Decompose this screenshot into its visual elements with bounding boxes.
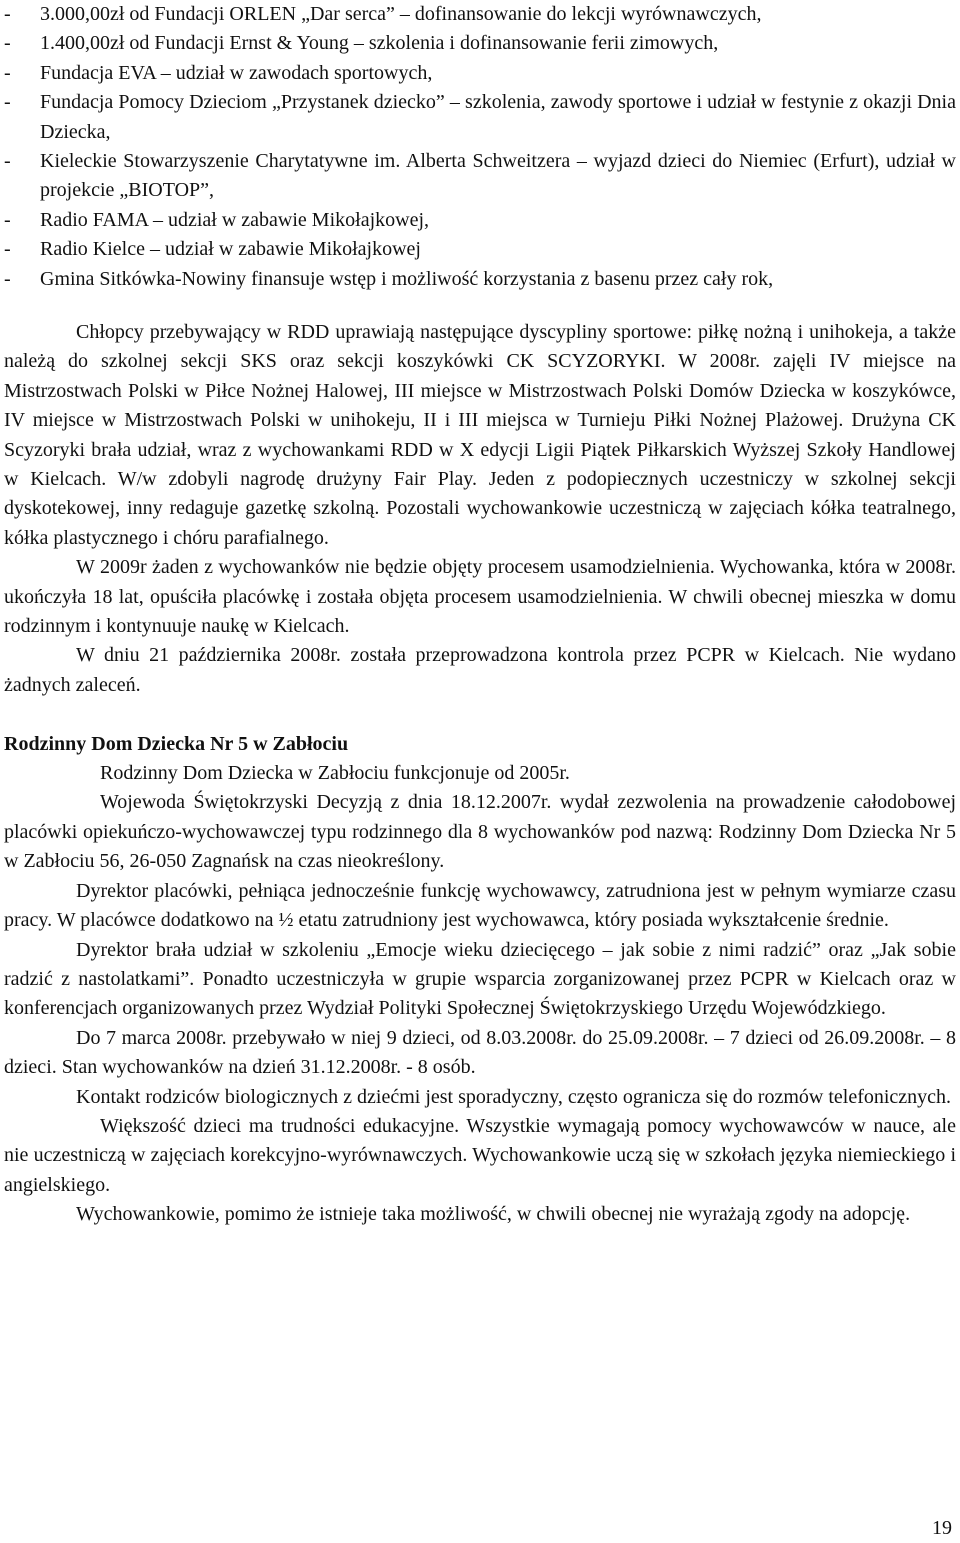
list-item: - Kieleckie Stowarzyszenie Charytatywne im. Alberta Schweitzera – wyjazd dzieci do Niemiec (Erfurt), udział w projekcie „BIOTOP”,: [4, 147, 956, 206]
list-bullet: -: [4, 267, 11, 290]
list-bullet: -: [4, 32, 11, 55]
list-bullet: -: [4, 208, 11, 231]
list-item: - 1.400,00zł od Fundacji Ernst & Young – szkolenia i dofinansowanie ferii zimowych,: [4, 29, 956, 58]
list-item: - Gmina Sitkówka-Nowiny finansuje wstęp i możliwość korzystania z basenu przez cały rok,: [4, 265, 956, 294]
list-item: - Radio FAMA – udział w zabawie Mikołajkowej,: [4, 206, 956, 235]
list-item: - Radio Kielce – udział w zabawie Mikołajkowej: [4, 235, 956, 264]
list-item: - Fundacja EVA – udział w zawodach sportowych,: [4, 59, 956, 88]
list-bullet: -: [4, 150, 11, 173]
section-heading: Rodzinny Dom Dziecka Nr 5 w Zabłociu: [4, 732, 349, 755]
paragraph-sports: Chłopcy przebywający w RDD uprawiają następujące dyscypliny sportowe: piłkę nożną i unihokeja, a także należą do szkolnej sekcji SKS oraz sekcji koszykówki CK SCYZORYKI. W 2008r. zajęli IV miejsce na Mistrzostwach Polski w Piłce Nożnej Halowej, III miejsce w Mistrzostwach Polski Domów Dziecka w koszykówce, IV miejsce w Mistrzostwach Polski w unihokeju, II i III miejsca w Turnieju Piłki Nożnej Plażowej. Drużyna CK Scyzoryki brała udział, wraz z wychowankami RDD w X edycji Ligii Piątek Piłkarskich Wyższej Szkoły Handlowej w Kielcach. W/w zdobyli nagrodę drużyny Fair Play. Jeden z podopiecznych uczestniczy w szkolnej sekcji dyskotekowej, inny redaguje gazetkę szkolną. Pozostali wychowankowie uczestniczą w zajęciach kółka teatralnego, kółka plastycznego i chóru parafialnego.: [4, 321, 956, 549]
section-paragraph: Do 7 marca 2008r. przebywało w niej 9 dzieci, od 8.03.2008r. do 25.09.2008r. – 7 dzieci od 26.09.2008r. – 8 dzieci. Stan wychowanków na dzień 31.12.2008r. - 8 osób.: [4, 1026, 956, 1079]
document-body: [4, 318, 956, 1230]
spacer: [4, 700, 956, 729]
page-number: 19: [932, 1517, 952, 1539]
section-paragraph: Dyrektor brała udział w szkoleniu „Emocje wieku dziecięcego – jak sobie z nimi radzić” oraz „Jak sobie radzić z nastolatkami”. Ponadto uczestniczyła w grupie wsparcia zorganizowanej przez PCPR w Kielcach oraz w konferencjach organizowanych przez Wydział Polityki Społecznej Świętokrzyskiego Urzędu Wojewódzkiego.: [4, 938, 956, 1020]
section-paragraph: Większość dzieci ma trudności edukacyjne. Wszystkie wymagają pomocy wychowawców w nauce, ale nie uczestniczą w zajęciach korekcyjno-wyrównawczych. Wychowankowie uczą się w szkołach języka niemieckiego i angielskiego.: [4, 1114, 956, 1196]
list-bullet: -: [4, 238, 11, 261]
section-paragraph: Wychowankowie, pomimo że istnieje taka możliwość, w chwili obecnej nie wyrażają zgody na adopcję.: [76, 1203, 911, 1226]
list-bullet: -: [4, 3, 11, 25]
list-item: - 3.000,00zł od Fundacji ORLEN „Dar serca” – dofinansowanie do lekcji wyrównawczych,: [4, 0, 956, 29]
section-paragraph: Rodzinny Dom Dziecka w Zabłociu funkcjonuje od 2005r.: [100, 762, 570, 785]
section-paragraph: Dyrektor placówki, pełniąca jednocześnie funkcję wychowawcy, zatrudniona jest w pełnym wymiarze czasu pracy. W placówce dodatkowo na ½ etatu zatrudniony jest wychowawca, który posiada wykształcenie średnie.: [4, 879, 956, 932]
list-bullet: -: [4, 91, 11, 114]
paragraph-inspection: W dniu 21 października 2008r. została przeprowadzona kontrola przez PCPR w Kielcach. Nie wydano żadnych zaleceń.: [4, 644, 956, 696]
list-item: - Fundacja Pomocy Dzieciom „Przystanek dziecko” – szkolenia, zawody sportowe i udział w festynie z okazji Dnia Dziecka,: [4, 88, 956, 147]
funding-list: [4, 0, 956, 294]
paragraph-independence: W 2009r żaden z wychowanków nie będzie objęty procesem usamodzielnienia. Wychowanka, która w 2008r. ukończyła 18 lat, opuściła placówkę i została objęta procesem usamodzielnienia. W chwili obecnej mieszka w domu rodzinnym i kontynuuje naukę w Kielcach.: [4, 556, 956, 638]
section-paragraph: Wojewoda Świętokrzyski Decyzją z dnia 18.12.2007r. wydał zezwolenia na prowadzenie całodobowej placówki opiekuńczo-wychowawczej typu rodzinnego dla 8 wychowanków pod nazwą: Rodzinny Dom Dziecka Nr 5 w Zabłociu 56, 26-050 Zagnańsk na czas nieokreślony.: [4, 791, 956, 873]
section-paragraph: Kontakt rodziców biologicznych z dziećmi jest sporadyczny, często ogranicza się do rozmów telefonicznych.: [76, 1085, 952, 1108]
list-bullet: -: [4, 61, 11, 84]
